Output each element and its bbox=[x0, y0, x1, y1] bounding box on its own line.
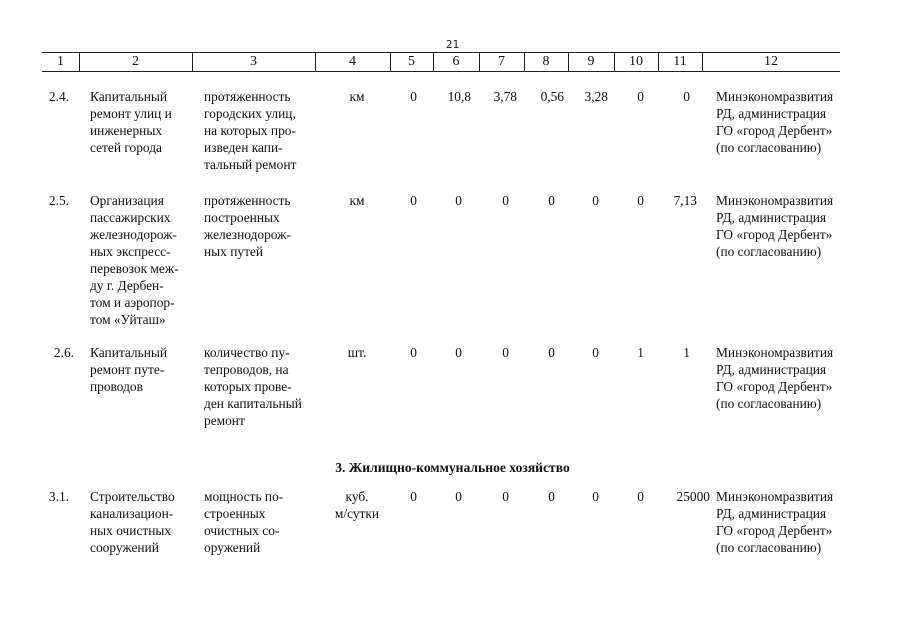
responsible: Минэкономразвития РД, администрация ГО «город Дербент» (по согласованию) bbox=[716, 193, 834, 259]
value-col-6: 0 bbox=[455, 489, 462, 504]
value-col-8: 0 bbox=[548, 489, 555, 504]
indicator: протяженность городских улиц, на которых про- изведен капи- тальный ремонт bbox=[204, 89, 297, 172]
measure-name: Капитальный ремонт улиц и инженерных сетей города bbox=[90, 89, 172, 155]
header-col-6: 6 bbox=[452, 54, 460, 69]
header-col-3: 3 bbox=[250, 54, 257, 69]
measure-name: Строительство канализацион- ных очистных сооружений bbox=[90, 489, 175, 555]
responsible: Минэкономразвития РД, администрация ГО «город Дербент» (по согласованию) bbox=[716, 345, 834, 411]
value-col-6: 10,8 bbox=[447, 89, 471, 104]
indicator: количество пу- тепроводов, на которых прове- ден капитальный ремонт bbox=[204, 345, 302, 428]
header-col-2: 2 bbox=[132, 54, 139, 69]
unit: км bbox=[349, 89, 365, 104]
header-col-4: 4 bbox=[349, 54, 356, 69]
value-col-10: 0 bbox=[637, 489, 644, 504]
header-col-9: 9 bbox=[587, 54, 595, 69]
value-col-11: 0 bbox=[683, 89, 690, 104]
indicator: мощность по- строенных очистных со- оружений bbox=[204, 489, 284, 555]
indicator: протяженность построенных железнодорож- ных путей bbox=[204, 193, 291, 259]
row-number: 2.4. bbox=[48, 89, 69, 104]
header-col-12: 12 bbox=[764, 54, 778, 69]
header-col-5: 5 bbox=[408, 54, 415, 69]
row-number: 2.5. bbox=[48, 193, 69, 208]
value-col-10: 0 bbox=[637, 193, 644, 208]
page-number: 21 bbox=[445, 38, 460, 51]
value-col-8: 0 bbox=[548, 193, 555, 208]
value-col-5: 0 bbox=[410, 345, 417, 360]
responsible: Минэкономразвития РД, администрация ГО «город Дербент» (по согласованию) bbox=[716, 489, 834, 555]
row-number: 3.1. bbox=[48, 489, 69, 504]
row-number: 2.6. bbox=[53, 345, 74, 360]
unit: шт. bbox=[347, 345, 367, 360]
value-col-9: 0 bbox=[592, 489, 599, 504]
value-col-5: 0 bbox=[410, 89, 417, 104]
responsible: Минэкономразвития РД, администрация ГО «город Дербент» (по согласованию) bbox=[716, 89, 834, 155]
header-col-1: 1 bbox=[57, 54, 64, 69]
unit: км bbox=[349, 193, 365, 208]
value-col-10: 0 bbox=[637, 89, 644, 104]
value-col-7: 0 bbox=[502, 345, 509, 360]
value-col-8: 0,56 bbox=[540, 89, 564, 104]
value-col-9: 0 bbox=[592, 193, 599, 208]
measure-name: Капитальный ремонт путе- проводов bbox=[90, 345, 168, 394]
value-col-7: 0 bbox=[502, 489, 509, 504]
value-col-8: 0 bbox=[548, 345, 555, 360]
value-col-9: 3,28 bbox=[584, 89, 608, 104]
value-col-5: 0 bbox=[410, 489, 417, 504]
header-col-8: 8 bbox=[542, 54, 550, 69]
value-col-11: 1 bbox=[683, 345, 690, 360]
value-col-9: 0 bbox=[592, 345, 599, 360]
value-col-6: 0 bbox=[455, 345, 462, 360]
section-title: 3. Жилищно-коммунальное хозяйство bbox=[335, 460, 570, 475]
value-col-7: 0 bbox=[502, 193, 509, 208]
value-col-6: 0 bbox=[455, 193, 462, 208]
header-col-10: 10 bbox=[629, 54, 643, 69]
header-col-11: 11 bbox=[673, 54, 687, 69]
value-col-11: 7,13 bbox=[673, 193, 697, 208]
value-col-7: 3,78 bbox=[493, 89, 517, 104]
value-col-5: 0 bbox=[410, 193, 417, 208]
value-col-10: 1 bbox=[637, 345, 644, 360]
value-col-11: 25000 bbox=[676, 489, 710, 504]
header-col-7: 7 bbox=[498, 54, 505, 69]
measure-name: Организация пассажирских железнодорож- ных экспресс- перевозок меж- ду г. Дербен- том и аэропор- том «Уйташ» bbox=[90, 193, 179, 327]
unit: куб. м/сутки bbox=[334, 489, 380, 521]
table-header bbox=[42, 52, 840, 72]
